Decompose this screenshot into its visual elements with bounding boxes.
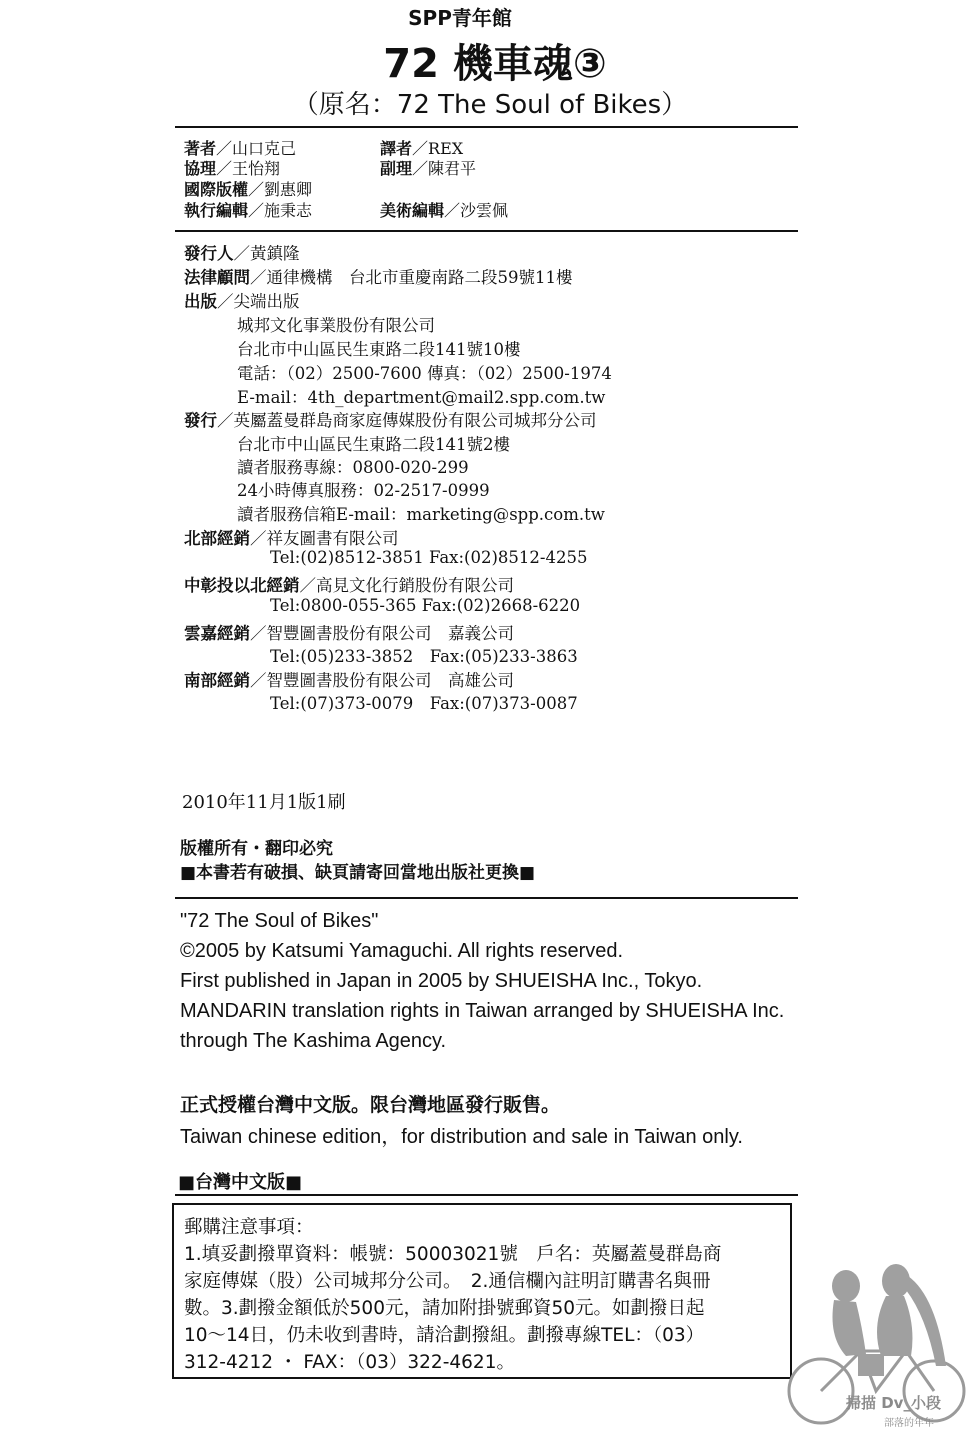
rights-reserved: 版權所有・翻印必究 — [180, 839, 333, 859]
credit-deputy — [380, 156, 476, 179]
central-distributor — [184, 572, 514, 596]
distributor-line — [184, 407, 597, 431]
credit-value: ／REX — [412, 139, 464, 158]
credit-art-editor — [380, 198, 508, 221]
edition-date: 2010年11月1版1刷 — [182, 792, 346, 813]
credit-value: ／施秉志 — [248, 201, 313, 220]
credit-label: 協理 — [184, 159, 217, 178]
pub-value: ／智豐圖書股份有限公司 高雄公司 — [250, 671, 514, 690]
watermark-text: 掃描 Dv_小段 — [846, 1394, 941, 1412]
original-title: （原名：72 The Soul of Bikes） — [292, 90, 688, 120]
divider — [175, 230, 798, 232]
credit-value: ／劉惠卿 — [248, 180, 313, 199]
company-email: E-mail：4th_department@mail2.spp.com.tw — [237, 388, 606, 407]
north-distributor — [184, 525, 399, 549]
pub-value: ／黃鎮隆 — [233, 244, 300, 263]
copyright-line: MANDARIN translation rights in Taiwan arranged by SHUEISHA Inc. — [180, 1000, 785, 1022]
service-email: 讀者服務信箱E-mail：marketing@spp.com.tw — [237, 505, 605, 524]
taiwan-edition-label: ■台灣中文版■ — [178, 1172, 303, 1193]
credit-label: 副理 — [380, 159, 413, 178]
divider — [175, 897, 798, 899]
company-phone: 電話：（02）2500-7600 傳真：（02）2500-1974 — [237, 364, 612, 383]
central-contact: Tel:0800-055-365 Fax:(02)2668-6220 — [270, 596, 581, 615]
company-address: 台北市中山區民生東路二段141號10樓 — [237, 340, 521, 359]
order-notice-box — [172, 1203, 792, 1379]
credit-exec-editor — [184, 198, 312, 221]
company-name: 城邦文化事業股份有限公司 — [237, 316, 435, 335]
credit-label: 美術編輯 — [380, 201, 445, 220]
pub-label: 法律顧問 — [184, 268, 250, 287]
notice-line: 數。3.劃撥金額低於500元，請加附掛號郵資50元。如劃撥日起 — [184, 1298, 705, 1319]
credit-value: ／王怡翔 — [216, 159, 281, 178]
pub-value: ／通律機構 台北市重慶南路二段59號11樓 — [250, 268, 573, 287]
north-contact: Tel:(02)8512-3851 Fax:(02)8512-4255 — [270, 548, 588, 567]
credit-assistant — [184, 156, 280, 179]
credit-label: 國際版權 — [184, 180, 249, 199]
notice-line: 家庭傳媒（股）公司城邦分公司。 2.通信欄內註明訂購書名與冊 — [184, 1271, 711, 1292]
pub-label: 發行人 — [184, 244, 234, 263]
pub-value: ／英屬蓋曼群島商家庭傳媒股份有限公司城邦分公司 — [217, 411, 597, 430]
notice-line: 312-4212 ・ FAX：（03）322-4621。 — [184, 1352, 515, 1373]
distributor-address: 台北市中山區民生東路二段141號2樓 — [237, 435, 510, 454]
book-title: 72 機車魂③ — [383, 41, 607, 87]
notice-line: 10～14日，仍未收到書時，請洽劃撥組。劃撥專線TEL：（03） — [184, 1325, 705, 1346]
notice-heading: 郵購注意事項： — [184, 1217, 314, 1238]
copyright-line: First published in Japan in 2005 by SHUEISHA Inc., Tokyo. — [180, 970, 703, 992]
yunjia-distributor — [184, 620, 514, 644]
pub-label: 中彰投以北經銷 — [184, 576, 300, 595]
copyright-line: through The Kashima Agency. — [180, 1030, 447, 1052]
credit-value: ／山口克己 — [216, 139, 297, 158]
credit-label: 著者 — [184, 139, 217, 158]
south-distributor — [184, 667, 514, 691]
pub-label: 南部經銷 — [184, 671, 250, 690]
copyright-line: ©2005 by Katsumi Yamaguchi. All rights reserved. — [180, 940, 624, 962]
scanner-watermark — [776, 1256, 976, 1441]
pub-value: ／祥友圖書有限公司 — [250, 529, 399, 548]
pub-label: 雲嘉經銷 — [184, 624, 250, 643]
service-line: 讀者服務專線：0800-020-299 — [237, 458, 469, 477]
pub-value: ／智豐圖書股份有限公司 嘉義公司 — [250, 624, 514, 643]
credit-label: 執行編輯 — [184, 201, 249, 220]
credit-value: ／沙雲佩 — [444, 201, 509, 220]
notice-line: 1.填妥劃撥單資料：帳號：50003021號 戶名：英屬蓋曼群島商 — [184, 1244, 722, 1265]
pub-value: ／高見文化行銷股份有限公司 — [299, 576, 514, 595]
pub-label: 北部經銷 — [184, 529, 250, 548]
credit-value: ／陳君平 — [412, 159, 477, 178]
credit-label: 譯者 — [380, 139, 413, 158]
legal-line — [184, 264, 573, 288]
divider — [175, 126, 798, 128]
imprint-line — [184, 288, 300, 312]
authorization-chinese: 正式授權台灣中文版。限台灣地區發行販售。 — [180, 1094, 561, 1116]
pub-label: 發行 — [184, 411, 217, 430]
credit-intl-rights — [184, 177, 312, 200]
series-label: SPP青年館 — [408, 6, 512, 30]
publisher-line — [184, 240, 300, 264]
yunjia-contact: Tel:(05)233-3852 Fax:(05)233-3863 — [270, 647, 578, 666]
watermark-subtext: 部落的年年 — [884, 1418, 934, 1429]
divider — [175, 1194, 798, 1196]
authorization-english: Taiwan chinese edition，for distribution and sale in Taiwan only. — [180, 1126, 743, 1148]
fax-service: 24小時傳真服務：02-2517-0999 — [237, 481, 490, 500]
copyright-line: "72 The Soul of Bikes" — [180, 910, 379, 932]
damage-notice: ■本書若有破損、缺頁請寄回當地出版社更換■ — [180, 863, 536, 883]
south-contact: Tel:(07)373-0079 Fax:(07)373-0087 — [270, 694, 578, 713]
pub-value: ／尖端出版 — [217, 292, 300, 311]
pub-label: 出版 — [184, 292, 217, 311]
